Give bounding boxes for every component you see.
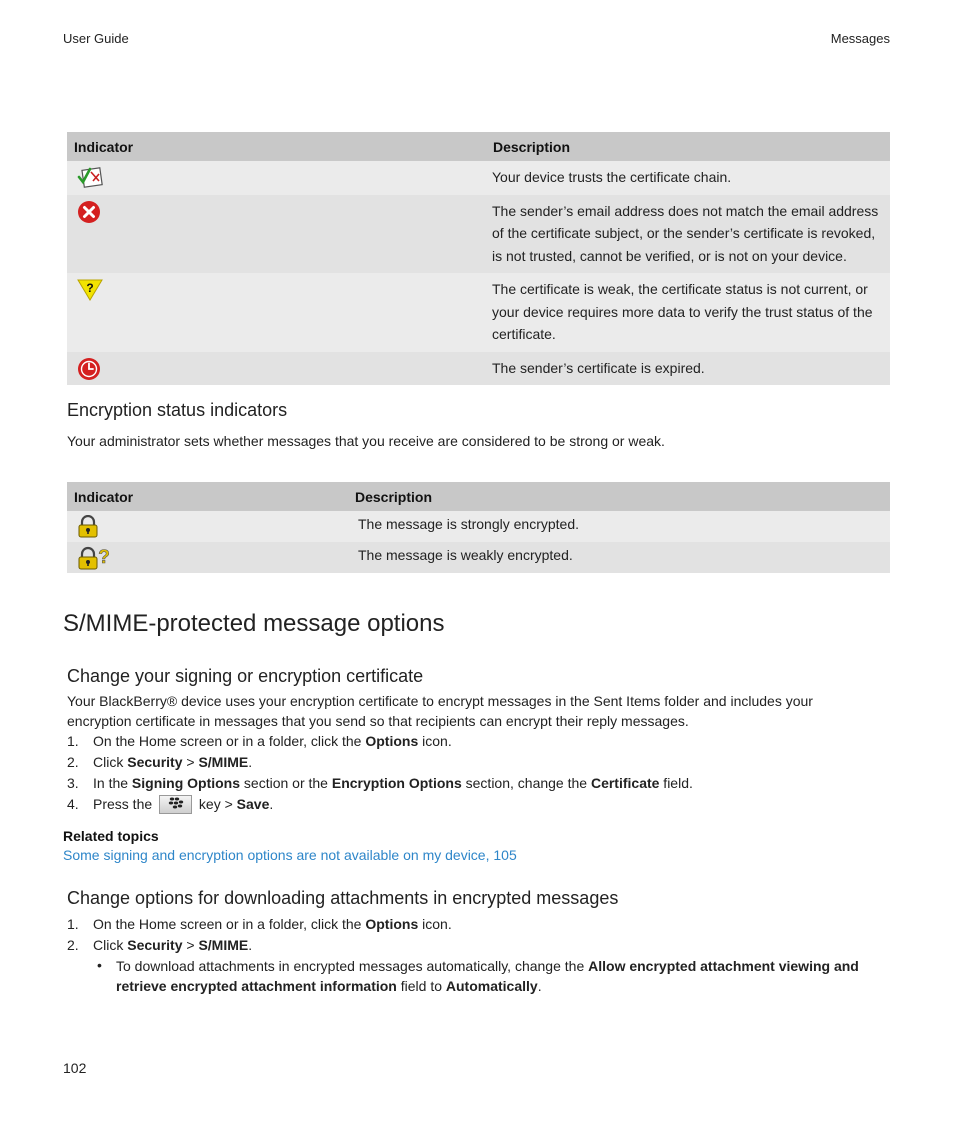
step-number: 1.: [67, 733, 79, 749]
related-topics-heading: Related topics: [63, 828, 159, 844]
page-section-title: S/MIME-protected message options: [63, 610, 445, 637]
step-text: In the Signing Options section or the Encryption Options section, change the Certificate field.: [93, 775, 693, 791]
row-description: The message is strongly encrypted.: [358, 516, 579, 532]
row-description: The certificate is weak, the certificate status is not current, or your device requires more data to verify the trust status of the certificate.: [492, 281, 873, 342]
subsection-heading: Change your signing or encryption certificate: [67, 666, 424, 686]
column-header-indicator: Indicator: [67, 482, 348, 511]
row-description: Your device trusts the certificate chain.: [492, 169, 732, 185]
subsection-intro: Your BlackBerry® device uses your encryption certificate to encrypt messages in the Sent Items folder and includes your encryption certificate in messages that you send so that recipients can encrypt their reply messages.: [67, 693, 813, 729]
table-row: [67, 195, 890, 274]
red-x-error-icon: [77, 200, 101, 224]
step-number: 2.: [67, 937, 79, 953]
step-number: 2.: [67, 754, 79, 770]
strong-lock-icon: [77, 515, 99, 538]
running-header-left: User Guide: [63, 31, 129, 46]
row-description: The sender’s email address does not match the email address of the certificate subject, or the sender’s certificate is revoked, is not trusted, cannot be verified, or is not on your device.: [492, 202, 879, 264]
table-row: [67, 352, 890, 386]
certificate-trust-table: [67, 132, 890, 385]
running-header-right: Messages: [830, 31, 890, 46]
subsection-heading: Change options for downloading attachments in encrypted messages: [67, 888, 619, 908]
trusted-certificate-chain-icon: [77, 166, 103, 188]
bullet-icon: •: [97, 957, 102, 973]
table-row: [67, 511, 890, 542]
bullet-text: To download attachments in encrypted messages automatically, change the Allow encrypted attachment viewing and retrieve encrypted attachment information field to Automatically.: [116, 958, 859, 994]
column-header-indicator: Indicator: [67, 132, 486, 161]
row-description: The message is weakly encrypted.: [358, 546, 573, 563]
row-description: The sender’s certificate is expired.: [492, 359, 705, 376]
step-text: Click Security > S/MIME.: [93, 754, 253, 770]
svg-text:?: ?: [86, 281, 94, 295]
red-clock-expired-icon: [77, 357, 101, 381]
step-text: Click Security > S/MIME.: [93, 937, 253, 953]
table-row: [67, 273, 890, 352]
step-text: Press the key > Save.: [93, 796, 274, 813]
section-heading: Encryption status indicators: [67, 400, 288, 420]
weak-lock-question-icon: [77, 546, 111, 570]
svg-text:?: ?: [98, 546, 110, 568]
blackberry-menu-key-icon: [159, 795, 192, 814]
table-row: [67, 542, 890, 573]
step-text: On the Home screen or in a folder, click the Options icon.: [93, 733, 452, 749]
yellow-question-warning-icon: [77, 278, 103, 302]
related-topic-link[interactable]: Some signing and encryption options are not available on my device, 105: [63, 847, 517, 863]
step-number: 4.: [67, 796, 79, 812]
column-header-description: Description: [486, 132, 890, 161]
section-intro: Your administrator sets whether messages that you receive are considered to be strong or weak.: [67, 433, 665, 449]
step-number: 3.: [67, 775, 79, 791]
step-text: On the Home screen or in a folder, click the Options icon.: [93, 916, 452, 932]
page-number: 102: [63, 1060, 87, 1076]
step-number: 1.: [67, 916, 79, 932]
column-header-description: Description: [348, 482, 890, 511]
encryption-status-table: [67, 482, 890, 573]
table-row: [67, 161, 890, 195]
